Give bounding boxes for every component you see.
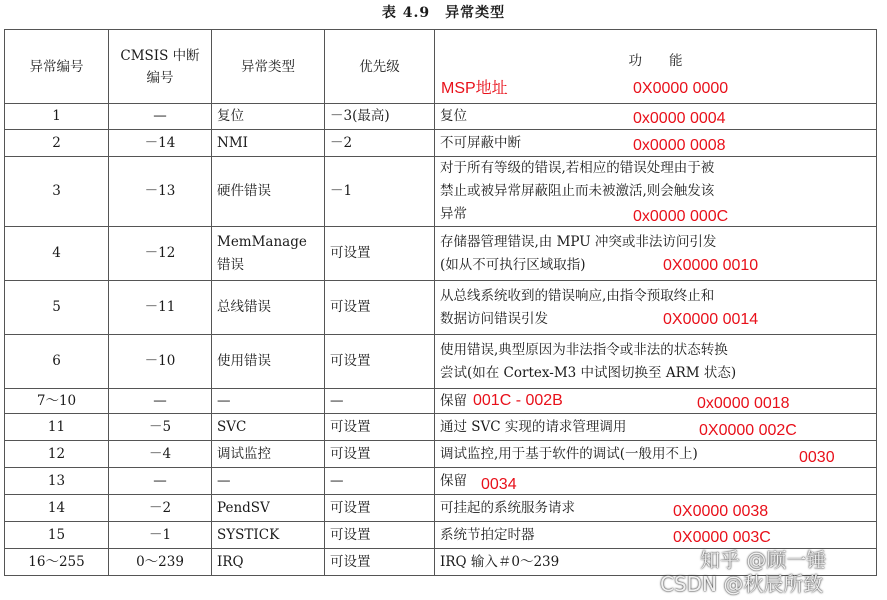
cell-priority [325,157,435,227]
vector-address-annotation: 0X0000 002C [699,422,797,439]
cell-line: 3 [52,183,61,199]
cell-line: 0～239 [136,553,184,570]
cell-line: — [153,392,167,409]
cell-line: 2 [52,134,61,151]
cell-line: 可设置 [330,553,371,570]
cell-line: 保留 [440,472,467,489]
cell-line: －1 [330,183,353,199]
cell-line: 使用错误 [217,353,271,369]
cell-line: 复位 [440,108,467,124]
table-row [5,389,877,414]
table-row [5,130,877,157]
table-row [5,227,877,281]
cell-line: 6 [52,353,61,369]
cell-line: 可设置 [330,418,371,435]
cell-cmsis-number [109,130,212,157]
cell-function [435,495,877,522]
cell-exception-number [5,104,109,130]
cell-line: －14 [144,134,176,151]
cell-exception-number [5,414,109,441]
cell-line: 4 [52,245,61,261]
cell-line: 调试监控 [217,445,271,462]
table-row [5,414,877,441]
cell-exception-type [212,549,325,576]
cell-exception-number [5,130,109,157]
cell-function [435,389,877,414]
cell-line: 11 [47,418,66,435]
cell-line: －12 [144,245,176,261]
vector-address-annotation: 0X0000 003C [673,529,771,546]
cell-line: 尝试(如在 Cortex-M3 中试图切换至 ARM 状态) [440,364,737,381]
cell-line: －13 [144,183,176,199]
cell-line: SYSTICK [217,526,280,543]
header-exception-number: 异常编号 [5,30,109,104]
cell-priority [325,414,435,441]
cell-exception-type [212,522,325,549]
cell-line: NMI [217,134,248,151]
cell-line: 通过 SVC 实现的请求管理调用 [440,418,627,435]
cell-priority [325,468,435,495]
cell-cmsis-number [109,157,212,227]
cell-line: 调试监控,用于基于软件的调试(一般用不上) [440,445,698,462]
cell-line: 16～255 [28,553,85,570]
cell-line: 存储器管理错误,由 MPU 冲突或非法访问引发 [440,233,717,250]
cell-function [435,281,877,335]
header-exception-type: 异常类型 [212,30,325,104]
cell-line: IRQ 输入＃0～239 [440,553,560,570]
cell-line: 错误 [217,256,244,273]
cell-cmsis-number [109,281,212,335]
cell-line: 禁止或被异常屏蔽阻止而未被激活,则会触发该 [440,183,715,199]
cell-line: －2 [330,134,353,151]
cell-exception-number [5,441,109,468]
cell-cmsis-number [109,414,212,441]
table-row [5,468,877,495]
cell-line: 1 [52,108,61,124]
cell-line: 对于所有等级的错误,若相应的错误处理由于被 [440,160,715,176]
cell-exception-type [212,130,325,157]
cell-line: 15 [47,526,66,543]
cell-exception-number [5,468,109,495]
cell-priority [325,389,435,414]
cell-priority [325,104,435,130]
cell-cmsis-number [109,495,212,522]
cell-line: 可设置 [330,526,371,543]
cell-cmsis-number [109,441,212,468]
vector-address-annotation: 0X0000 0014 [663,311,759,328]
cell-exception-number [5,495,109,522]
cell-function [435,227,877,281]
cell-line: MemManage [217,233,307,250]
cell-line: — [153,472,167,489]
cell-exception-type [212,104,325,130]
vector-address-annotation: 0030 [799,449,835,466]
cell-function [435,441,877,468]
cell-exception-type [212,157,325,227]
cell-line: －1 [148,526,172,543]
cell-line: 14 [47,499,66,516]
cell-line: －10 [144,353,176,369]
reserved-range-annotation: 001C - 002B [473,392,563,409]
cell-priority [325,549,435,576]
cell-priority [325,130,435,157]
table-row [5,157,877,227]
header-function: 功 能 MSP地址 0X0000 0000 [435,30,877,104]
cell-exception-type [212,441,325,468]
cell-line: －5 [148,418,172,435]
cell-exception-number [5,157,109,227]
cell-exception-type [212,495,325,522]
cell-exception-type [212,414,325,441]
cell-exception-type [212,468,325,495]
cell-exception-number [5,281,109,335]
cell-cmsis-number [109,227,212,281]
cell-line: — [330,392,344,409]
vector-address-annotation: 0034 [481,476,517,493]
cell-line: 系统节拍定时器 [440,526,535,543]
cell-line: 复位 [217,108,244,124]
cell-exception-number [5,549,109,576]
cell-line: 数据访问错误引发 [440,310,548,327]
cell-line: 可设置 [330,445,371,462]
cell-line: — [217,472,231,489]
cell-line: 可设置 [330,499,371,516]
vector-address-annotation: 0x0000 000C [633,208,729,225]
cell-line: 12 [47,445,66,462]
cell-cmsis-number [109,389,212,414]
cell-exception-number [5,227,109,281]
cell-line: 7～10 [36,392,77,409]
cell-exception-type [212,227,325,281]
cell-line: 可设置 [330,299,371,315]
cell-exception-type [212,335,325,389]
cell-cmsis-number [109,335,212,389]
cell-function [435,130,877,157]
cell-line: — [153,108,167,124]
cell-function [435,157,877,227]
cell-line: －4 [148,445,172,462]
header-cmsis-number: CMSIS 中断 编号 [109,30,212,104]
cell-exception-number [5,335,109,389]
cell-line: －3(最高) [330,108,390,124]
vector-address-annotation: 0X0000 0010 [663,257,759,274]
cell-line: 可挂起的系统服务请求 [440,499,575,516]
cell-priority [325,227,435,281]
cell-line: 13 [47,472,66,489]
cell-line: 异常 [440,206,467,222]
cell-function [435,468,877,495]
header-row [5,30,877,104]
cell-function [435,414,877,441]
cell-function [435,104,877,130]
vector-address-annotation: 0X0000 0038 [673,503,769,520]
cell-cmsis-number [109,522,212,549]
cell-line: 总线错误 [217,299,271,315]
cell-cmsis-number [109,104,212,130]
cell-cmsis-number [109,468,212,495]
msp-address-annotation: 0X0000 0000 [633,80,729,97]
cell-exception-type [212,389,325,414]
table-row [5,495,877,522]
cell-line: — [217,392,231,409]
cell-cmsis-number [109,549,212,576]
table-title: 表 4.9 异常类型 [381,5,506,21]
cell-function [435,335,877,389]
cell-line: SVC [217,418,247,435]
msp-label-annotation: MSP地址 [441,80,508,97]
table-row [5,104,877,130]
table-row [5,335,877,389]
cell-line: 保留 [440,393,467,409]
cell-exception-number [5,389,109,414]
cell-line: PendSV [217,499,270,516]
cell-line: 可设置 [330,245,371,261]
cell-exception-type [212,281,325,335]
zhihu-watermark: 知乎 @顾一锤 [700,548,827,572]
cell-priority [325,281,435,335]
cell-line: 5 [52,299,61,315]
cell-line: 从总线系统收到的错误响应,由指令预取终止和 [440,287,715,304]
cell-line: 使用错误,典型原因为非法指令或非法的状态转换 [440,341,728,358]
cell-priority [325,441,435,468]
exception-types-table [4,29,877,576]
cell-exception-number [5,522,109,549]
vector-address-annotation: 0x0000 0004 [633,110,726,127]
cell-priority [325,522,435,549]
cell-line: — [330,472,344,489]
cell-line: 硬件错误 [217,183,271,199]
cell-line: －2 [148,499,172,516]
cell-line: 不可屏蔽中断 [440,134,521,151]
table-row [5,281,877,335]
table-row [5,441,877,468]
vector-address-annotation: 0x0000 0018 [697,395,790,412]
csdn-watermark: CSDN @秋辰所致 [660,572,824,596]
vector-address-annotation: 0x0000 0008 [633,137,726,154]
cell-line: 可设置 [330,353,371,369]
cell-priority [325,495,435,522]
cell-priority [325,335,435,389]
cell-line: －11 [144,299,176,315]
cell-line: (如从不可执行区域取指) [440,256,586,273]
header-priority: 优先级 [325,30,435,104]
cell-line: IRQ [217,553,244,570]
